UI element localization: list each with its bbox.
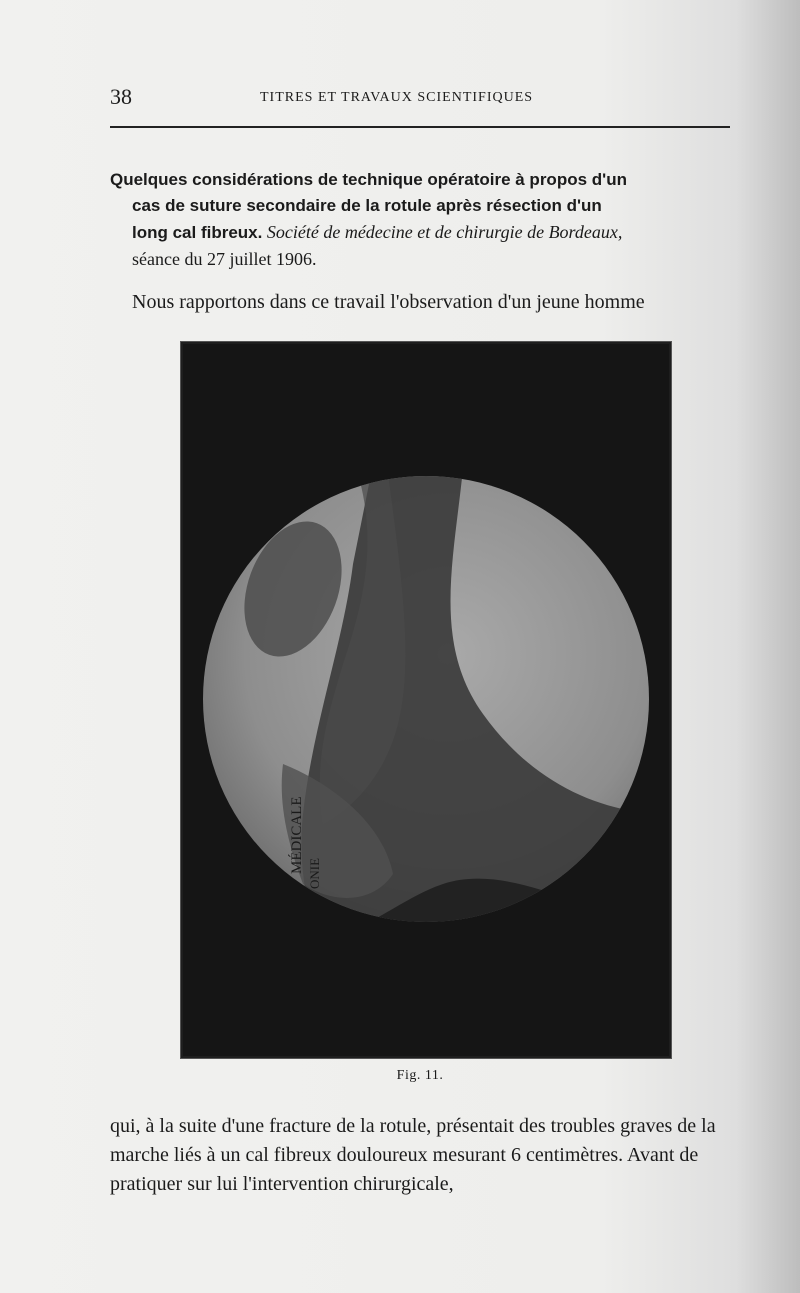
page-number: 38 — [110, 84, 132, 109]
paragraph-body: qui, à la suite d'une fracture de la rotule, présentait des troubles graves de la marche liés à un cal fibreux douloureux mesurant 6 centimètres. Avant de pratiquer sur lui l'intervention chirurgicale, — [110, 1115, 716, 1195]
radiograph-figure — [181, 342, 671, 1058]
running-title: TITRES ET TRAVAUX SCIENTIFIQUES — [260, 90, 534, 105]
entry-journal: Société de médecine et de chirurgie de Bordeaux, — [266, 222, 623, 242]
header-rule — [110, 126, 730, 128]
radiograph-image — [183, 344, 669, 1056]
paragraph-intro: Nous rapportons dans ce travail l'observation d'un jeune homme — [132, 291, 645, 313]
bibliographic-entry — [110, 167, 736, 272]
page-header — [110, 84, 730, 112]
image-label-medicale: MÉDICALE — [289, 796, 305, 874]
image-label-onie: ONIE — [307, 857, 322, 889]
entry-title-line-2: cas de suture secondaire de la rotule après résection d'un — [132, 196, 602, 215]
entry-date: séance du 27 juillet 1906. — [132, 249, 317, 269]
entry-title-line-1: Quelques considérations de technique opératoire à propos d'un — [110, 170, 627, 189]
entry-title-line-3: long cal fibreux. — [132, 223, 263, 242]
figure-caption: Fig. 11. — [396, 1068, 444, 1083]
